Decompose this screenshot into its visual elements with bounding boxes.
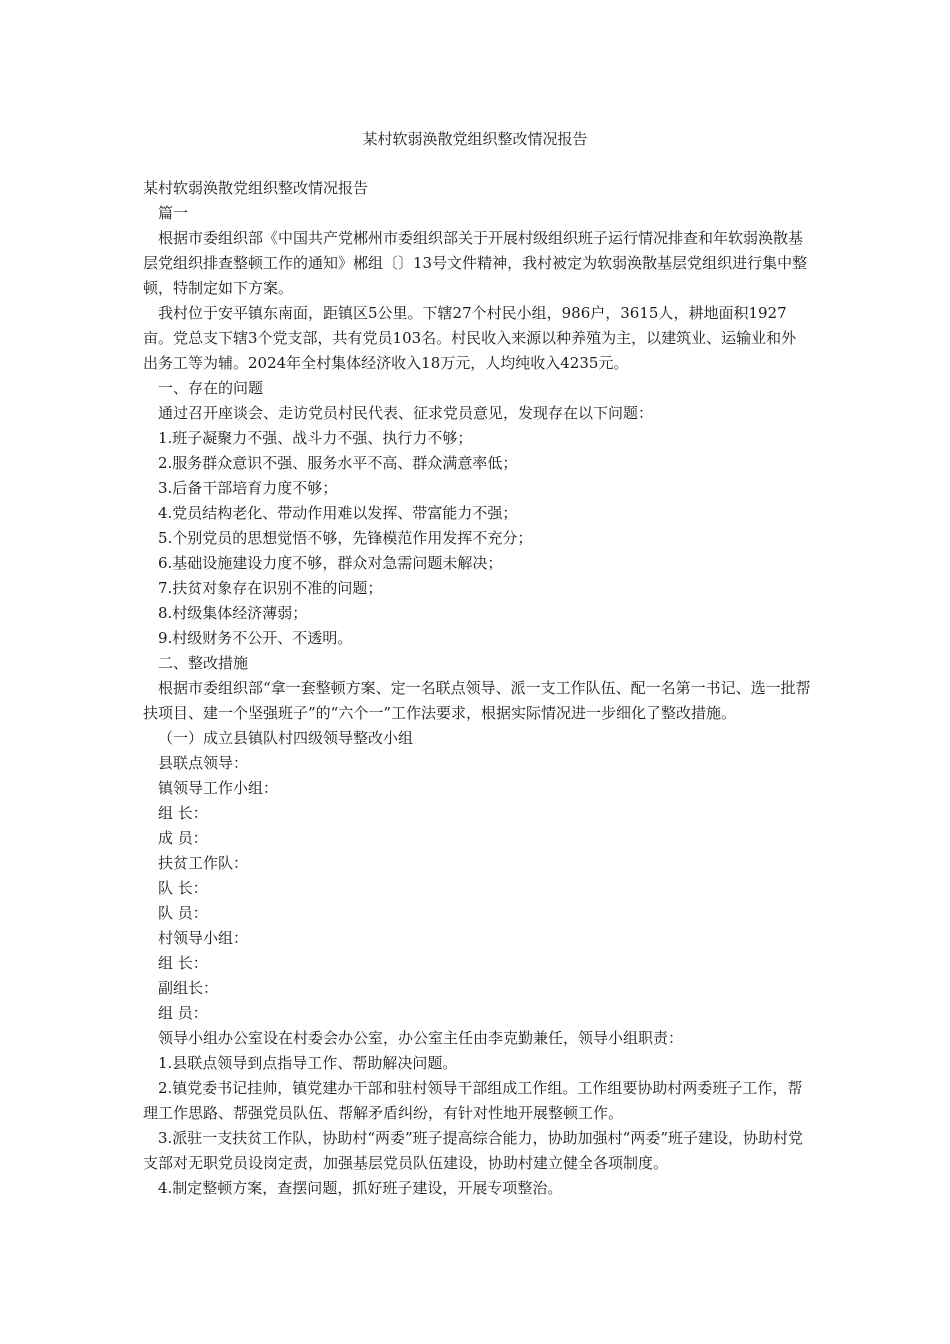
role-line: 成 员： [158,829,208,847]
role-line: 队 长： [158,879,208,897]
role-line: 扶贫工作队： [158,854,249,872]
role-line: 村领导小组： [158,929,249,947]
list-item: 4.制定整顿方案，查摆问题，抓好班子建设，开展专项整治。 [158,1179,563,1197]
paragraph: 领导小组办公室设在村委会办公室，办公室主任由李克勤兼任，领导小组职责： [158,1029,684,1047]
paragraph: 根据市委组织部“拿一套整顿方案、定一名联点领导、派一支工作队伍、配一名第一书记、选一批帮扶项目、建一个坚强班子”的“六个一”工作法要求，根据实际情况进一步细化了整改措施。 [143,679,811,722]
page-title: 某村软弱涣散党组织整改情况报告 [362,130,588,148]
paragraph: 我村位于安平镇东南面，距镇区5公里。下辖27个村民小组，986户，3615人，耕地面积1927亩。党总支下辖3个党支部，共有党员103名。村民收入来源以种养殖为主，以建筑业、运输业和外出务工等为辅。2024年全村集体经济收入18万元，人均纯收入4235元。 [143,304,797,372]
body-heading: 某村软弱涣散党组织整改情况报告 [143,179,369,197]
role-line: 镇领导工作小组： [158,779,279,797]
list-item: 5.个别党员的思想觉悟不够，先锋模范作用发挥不充分； [158,529,533,547]
list-item: 1.县联点领导到点指导工作、帮助解决问题。 [158,1054,458,1072]
role-line: 副组长： [158,979,219,997]
list-item: 7.扶贫对象存在识别不准的问题； [158,579,383,597]
paragraph: 通过召开座谈会、走访党员村民代表、征求党员意见，发现存在以下问题： [158,404,654,422]
section-heading: 二、整改措施 [158,654,249,672]
document-body [143,176,811,1201]
list-item: 8.村级集体经济薄弱； [158,604,308,622]
list-item: 4.党员结构老化、带动作用难以发挥、带富能力不强； [158,504,518,522]
role-line: 队 员： [158,904,208,922]
list-item: 1.班子凝聚力不强、战斗力不强、执行力不够； [158,429,473,447]
role-line: 组 长： [158,804,208,822]
role-line: 县联点领导： [158,754,249,772]
paragraph: 根据市委组织部《中国共产党郴州市委组织部关于开展村级组织班子运行情况排查和年软弱涣散基层党组织排查整顿工作的通知》郴组〔〕13号文件精神，我村被定为软弱涣散基层党组织进行集中整顿，特制定如下方案。 [143,229,808,297]
list-item: 6.基础设施建设力度不够，群众对急需问题未解决； [158,554,503,572]
section-heading: 一、存在的问题 [158,379,264,397]
list-item: 9.村级财务不公开、不透明。 [158,629,353,647]
section-label: 篇一 [158,204,189,222]
list-item: 3.后备干部培育力度不够； [158,479,338,497]
list-item: 2.服务群众意识不强、服务水平不高、群众满意率低； [158,454,518,472]
list-item: 2.镇党委书记挂帅，镇党建办干部和驻村领导干部组成工作组。工作组要协助村两委班子工作，帮理工作思路、帮强党员队伍、帮解矛盾纠纷，有针对性地开展整顿工作。 [143,1079,803,1122]
subsection-heading: （一）成立县镇队村四级领导整改小组 [158,729,414,747]
role-line: 组 员： [158,1004,208,1022]
role-line: 组 长： [158,954,208,972]
list-item: 3.派驻一支扶贫工作队，协助村“两委”班子提高综合能力，协助加强村“两委”班子建设，协助村党支部对无职党员设岗定责，加强基层党员队伍建设，协助村建立健全各项制度。 [143,1129,803,1172]
